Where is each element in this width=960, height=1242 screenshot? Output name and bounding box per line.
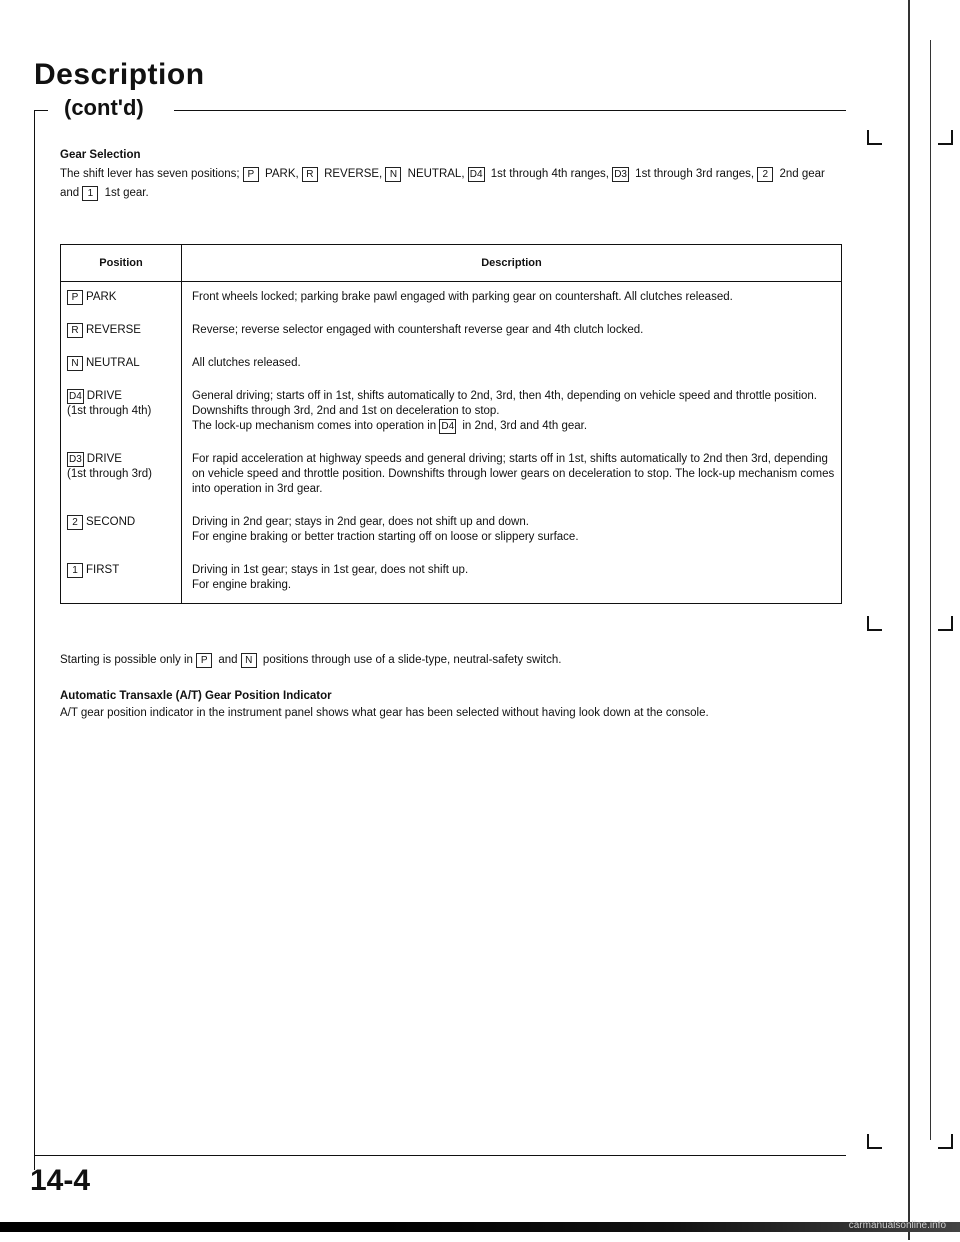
key-p-icon: P [196, 653, 212, 668]
binding-edge-rule [908, 0, 910, 1240]
position-sublabel: (1st through 3rd) [67, 468, 153, 480]
key-n-icon: N [241, 653, 257, 668]
note-text: positions through use of a slide-type, neutral-safety switch. [259, 654, 562, 666]
subtitle-rule [174, 110, 846, 111]
description-cell [182, 507, 842, 555]
bottom-rule [34, 1155, 846, 1156]
note-text: Starting is possible only in [60, 654, 197, 666]
scan-edge-bar [0, 1222, 960, 1232]
key-1-icon: 1 [67, 563, 83, 578]
description-text: The lock-up mechanism comes into operation in [192, 420, 440, 432]
key-2-icon: 2 [757, 167, 773, 182]
description-cell [182, 555, 842, 604]
table-row [61, 315, 842, 348]
note-text: and [215, 654, 241, 666]
table-row [61, 444, 842, 507]
gear-selection-heading: Gear Selection [60, 149, 141, 161]
table-row [61, 381, 842, 444]
description-cell [182, 348, 842, 381]
gear-position-table [60, 244, 842, 604]
position-cell [61, 444, 182, 507]
description-cell [182, 282, 842, 316]
subtitle-row [34, 95, 846, 122]
key-d4-icon: D4 [441, 421, 455, 432]
crop-mark-icon [936, 614, 954, 632]
description-text: Driving in 2nd gear; stays in 2nd gear, does not shift up and down. [192, 516, 529, 528]
intro-text: 2nd gear and [60, 168, 825, 199]
description-cell [182, 315, 842, 348]
crop-mark-icon [936, 1132, 954, 1150]
table-header-row [61, 245, 842, 282]
key-d3-icon: D3 [614, 169, 627, 180]
page-title: Description [34, 58, 205, 91]
intro-text: NEUTRAL, [404, 168, 468, 180]
position-sublabel: (1st through 4th) [67, 405, 152, 417]
key-d4-icon: D4 [469, 169, 483, 180]
position-label: REVERSE [86, 324, 141, 336]
intro-text: PARK, [261, 168, 302, 180]
position-label: DRIVE [86, 390, 122, 402]
intro-text: 1st gear. [101, 187, 149, 199]
position-cell [61, 348, 182, 381]
table-row [61, 282, 842, 316]
crop-mark-icon [866, 1132, 884, 1150]
key-p-icon: P [243, 167, 259, 182]
description-text: in 2nd, 3rd and 4th gear. [459, 420, 588, 432]
intro-text: 1st through 4th ranges, [487, 168, 613, 180]
intro-text: The shift lever has seven positions; [60, 168, 243, 180]
intro-text: 1st through 3rd ranges, [631, 168, 758, 180]
binding-edge-rule-2 [930, 40, 931, 1140]
description-text: Driving in 1st gear; stays in 1st gear, does not shift up. [192, 564, 469, 576]
table-row [61, 555, 842, 604]
description-text: Reverse; reverse selector engaged with countershaft reverse gear and 4th clutch locked. [192, 324, 644, 336]
position-label: FIRST [86, 564, 120, 576]
position-cell [61, 507, 182, 555]
left-margin-rule [34, 110, 35, 1170]
position-label: NEUTRAL [86, 357, 140, 369]
crop-mark-icon [936, 128, 954, 146]
intro-text: REVERSE, [320, 168, 386, 180]
key-n-icon: N [385, 167, 401, 182]
key-p-icon: P [67, 290, 83, 305]
key-d3-icon: D3 [69, 454, 82, 465]
indicator-heading: Automatic Transaxle (A/T) Gear Position Indicator [60, 690, 332, 702]
description-text: For rapid acceleration at highway speeds and general driving; starts off in 1st, shifts automatically to 2nd then 3rd, depending on vehicle speed and throttle position. Downshifts through lower gears on deceleration to stop. The lock-up mechanism comes into operation in 3rd gear. [192, 453, 835, 495]
key-r-icon: R [302, 167, 318, 182]
column-header-description: Description [182, 245, 842, 282]
description-cell [182, 444, 842, 507]
page-number: 14-4 [30, 1164, 91, 1197]
position-label: PARK [86, 291, 117, 303]
table-row [61, 348, 842, 381]
key-n-icon: N [67, 356, 83, 371]
description-text: General driving; starts off in 1st, shifts automatically to 2nd, 3rd, then 4th, depending on vehicle speed and throttle position. Downshifts through 3rd, 2nd and 1st on deceleration to stop. [192, 390, 817, 417]
description-text: Front wheels locked; parking brake pawl engaged with parking gear on countershaft. All clutches released. [192, 291, 733, 303]
key-1-icon: 1 [82, 186, 98, 201]
gear-selection-intro [60, 146, 840, 203]
description-text: For engine braking. [192, 579, 292, 591]
starting-note [60, 652, 840, 669]
key-2-icon: 2 [67, 515, 83, 530]
position-cell [61, 555, 182, 604]
subtitle-tick [34, 110, 48, 111]
table-row [61, 507, 842, 555]
position-cell [61, 381, 182, 444]
watermark: carmanualsonline.info [848, 1220, 946, 1231]
indicator-text: A/T gear position indicator in the instrument panel shows what gear has been selected without having look down at the console. [60, 707, 709, 719]
page-subtitle: (cont'd) [64, 95, 154, 121]
position-cell [61, 282, 182, 316]
key-d4-icon: D4 [69, 391, 82, 402]
position-label: SECOND [86, 516, 136, 528]
description-text: For engine braking or better traction starting off on loose or slippery surface. [192, 531, 579, 543]
position-label: DRIVE [86, 453, 122, 465]
crop-mark-icon [866, 128, 884, 146]
description-text: All clutches released. [192, 357, 301, 369]
key-r-icon: R [67, 323, 83, 338]
crop-mark-icon [866, 614, 884, 632]
position-cell [61, 315, 182, 348]
indicator-section [60, 688, 840, 722]
description-cell [182, 381, 842, 444]
column-header-position: Position [61, 245, 182, 282]
